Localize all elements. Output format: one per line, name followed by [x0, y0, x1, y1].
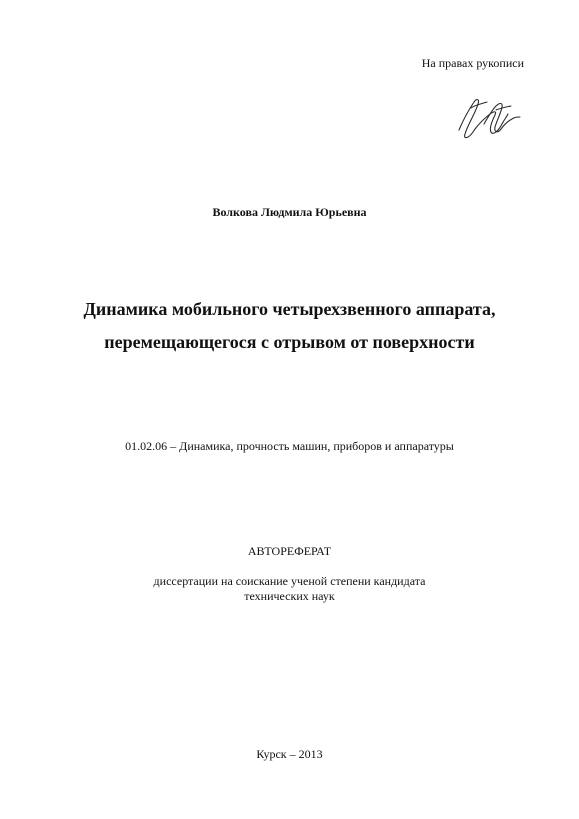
title-line-1: Динамика мобильного четырехзвенного аппарата,: [83, 299, 496, 319]
document-description: [0, 574, 579, 604]
author-name: Волкова Людмила Юрьевна: [212, 205, 367, 219]
description-line-1: диссертации на соискание ученой степени кандидата: [153, 574, 426, 588]
dissertation-title: [0, 293, 579, 359]
specialty-code: 01.02.06 – Динамика, прочность машин, приборов и аппаратуры: [125, 439, 454, 453]
place-year: Курск – 2013: [256, 747, 323, 761]
manuscript-rights-note: На правах рукописи: [421, 56, 524, 70]
signature-icon: [454, 90, 522, 148]
title-line-2: перемещающегося с отрывом от поверхности: [104, 332, 475, 352]
description-line-2: технических наук: [244, 589, 335, 603]
document-type: АВТОРЕФЕРАТ: [247, 544, 332, 558]
